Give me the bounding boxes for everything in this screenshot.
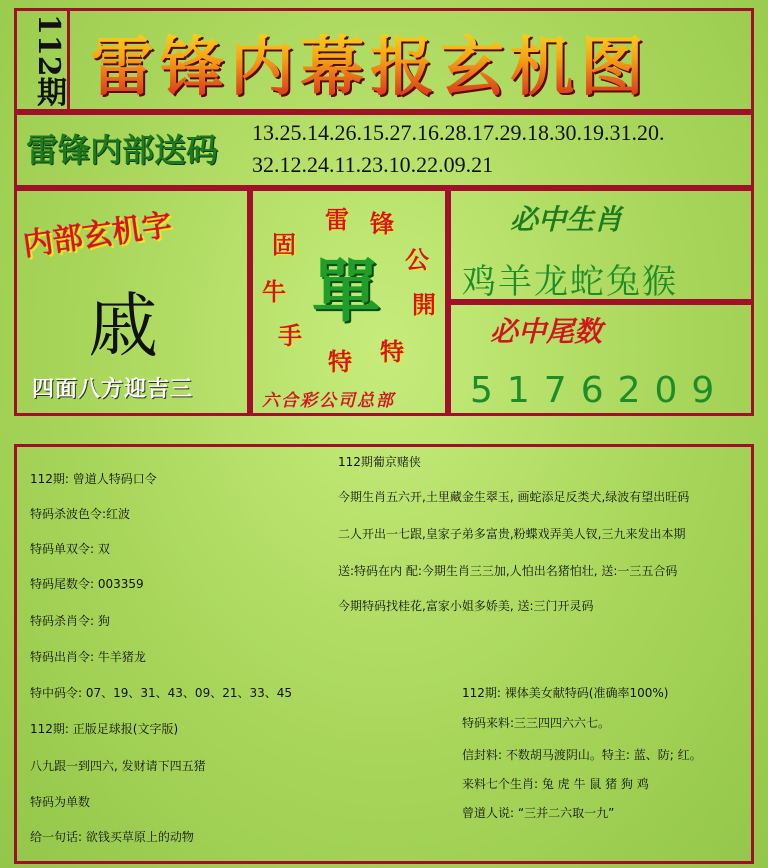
lower-left-line: 112期: 正版足球报(文字版) [30, 722, 179, 736]
numbers-line-1: 13.25.14.26.15.27.16.28.17.29.18.30.19.31.20. [252, 120, 665, 145]
page-title: 雷锋内幕报玄机图 [90, 16, 650, 108]
numbers-label: 雷锋内部送码 [26, 131, 219, 169]
ring-char-8: 牛 [262, 277, 286, 306]
lower-right-bottom-line: 曾道人说: “三并二六取一九” [462, 806, 615, 820]
lower-left-line: 特中码令: 07、19、31、43、09、21、33、45 [30, 686, 293, 700]
ring-char-5: 特 [380, 337, 404, 366]
lower-right-top-line: 二人开出一七跟,皇家子弟多富贵,粉蝶戏弄美人钗,三九来发出本期 [338, 527, 686, 541]
ring-char-6: 特 [328, 347, 352, 376]
mystery-label: 内部玄机字 [20, 207, 175, 264]
lower-left-line: 112期: 曾道人特码口令 [30, 472, 157, 486]
lower-right-top-line: 今期生肖五六开,土里藏金生翠玉, 画蛇添足反类犬,绿波有望出旺码 [338, 490, 690, 504]
lower-right-bottom-line: 112期: 裸体美女献特码(准确率100%) [462, 686, 669, 700]
lower-left-line: 特码为单数 [30, 795, 91, 809]
lower-left-line: 特码出肖令: 牛羊猪龙 [30, 650, 146, 664]
lower-left-line: 给一句话: 欲钱买草原上的动物 [30, 830, 194, 844]
lower-right-bottom-line: 来料七个生肖: 兔 虎 牛 鼠 猪 狗 鸡 [462, 777, 649, 791]
ring-char-3: 公 [405, 245, 429, 274]
lower-left-line: 八九跟一到四六, 发财请下四五猪 [30, 759, 206, 773]
tail-label: 必中尾数 [490, 315, 603, 348]
ring-char-9: 固 [272, 230, 296, 259]
issue-number: 112期 [31, 14, 66, 107]
lower-left-line: 特码单双令: 双 [30, 542, 110, 556]
lower-right-top-line: 今期特码找桂花,富家小姐多娇美, 送:三门开灵码 [338, 599, 594, 613]
lower-left-line: 特码杀肖令: 狗 [30, 614, 110, 628]
numbers-line-2: 32.12.24.11.23.10.22.09.21 [252, 152, 494, 177]
lower-left-line: 特码杀波色令:红波 [30, 507, 131, 521]
zodiac-values: 鸡羊龙蛇兔猴 [462, 262, 678, 302]
ring-char-4: 開 [412, 290, 436, 319]
ring-char-2: 锋 [370, 209, 394, 238]
ring-char-1: 雷 [325, 205, 349, 234]
lower-right-bottom-line: 特码来料:三三四四六六七。 [462, 716, 611, 730]
lower-left-line: 特码尾数令: 003359 [30, 577, 144, 591]
mystery-character: 戚 [88, 285, 158, 367]
ring-char-7: 手 [278, 321, 302, 350]
lower-right-top-line: 112期葡京赌侠 [338, 455, 421, 469]
tail-values: 5176209 [470, 370, 729, 411]
company-label: 六合彩公司总部 [262, 391, 395, 411]
center-main-character: 單 [312, 252, 381, 332]
lower-right-top-line: 送:特码在内 配:今期生肖三三加,人怕出名猪怕壮, 送:一三五合码 [338, 564, 678, 578]
zodiac-label: 必中生肖 [510, 203, 623, 236]
lower-right-bottom-line: 信封料: 不数胡马渡阴山。特主: 蓝、防; 红。 [462, 748, 702, 762]
mystery-caption: 四面八方迎吉三 [32, 376, 194, 402]
